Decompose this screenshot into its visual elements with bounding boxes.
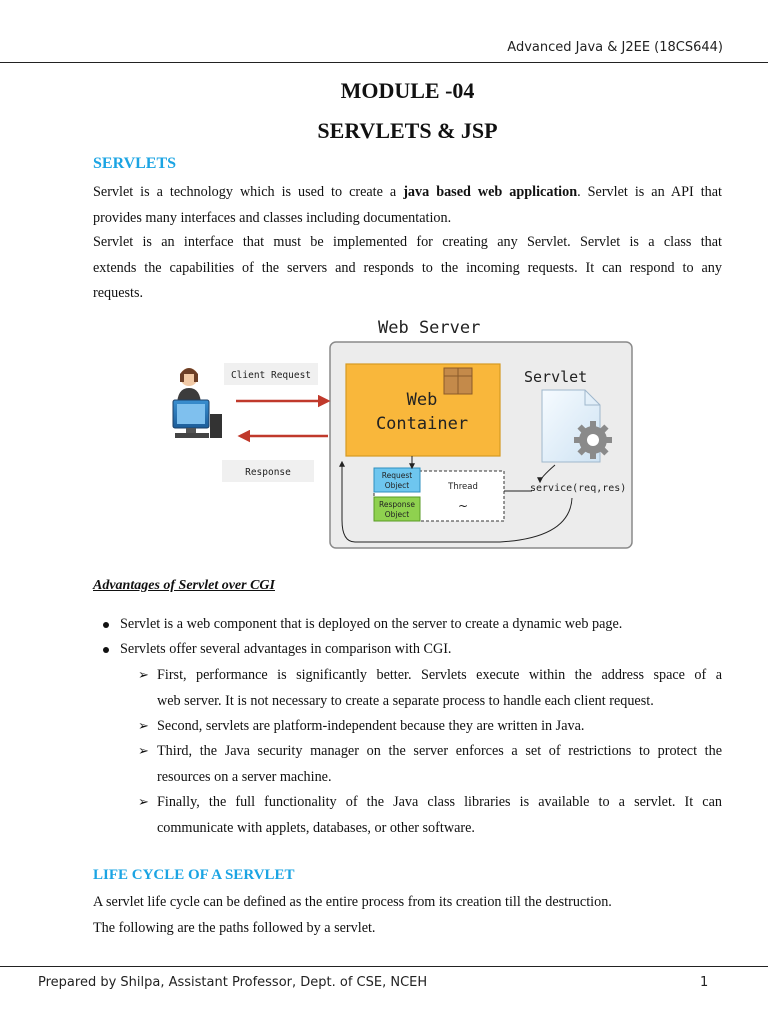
lifecycle-paragraph — [93, 890, 722, 941]
para1-text-pre: Servlet is a technology which is used to create a — [93, 184, 404, 200]
advantages-heading: Advantages of Servlet over CGI — [93, 578, 275, 593]
client-computer-icon — [173, 400, 222, 438]
lifecycle-line2: The following are the paths followed by a servlet. — [93, 919, 376, 936]
footer-author: Prepared by Shilpa, Assistant Professor, Dept. of CSE, NCEH — [38, 975, 428, 990]
subitem-4-line1: Finally, the full functionality of the Java class libraries is available to a servlet. It can — [157, 794, 722, 810]
advantage-bullet-2-text: Servlets offer several advantages in comparison with CGI. — [120, 641, 452, 657]
web-container-box — [346, 364, 500, 456]
web-server-title: Web Server — [378, 318, 481, 338]
request-object-label-1: Request — [381, 471, 413, 480]
subitem-4-line2: communicate with applets, databases, or other software. — [157, 819, 475, 836]
bullet-dot — [103, 622, 109, 628]
subitem-3-line2: resources on a server machine. — [157, 768, 332, 785]
response-label: Response — [245, 467, 291, 478]
module-title: MODULE -04 — [340, 78, 475, 103]
subitem-1-line1: First, performance is significantly better. Servlets execute within the address space of a — [157, 667, 722, 683]
para1-bold-term: java based web application — [403, 184, 578, 200]
web-container-label-1: Web — [406, 390, 438, 410]
page-header — [0, 0, 768, 63]
thread-symbol: ~ — [457, 499, 469, 513]
page-number: 1 — [700, 975, 709, 990]
arrow-bullet-icon: ➢ — [138, 719, 149, 734]
servlets-paragraph-1 — [93, 180, 722, 231]
advantage-bullet-1-text: Servlet is a web component that is deployed on the server to create a dynamic web page. — [120, 616, 623, 632]
advantage-subitem-1 — [138, 663, 722, 714]
subitem-3-line1: Third, the Java security manager on the server enforces a set of restrictions to protect the — [157, 743, 722, 759]
lifecycle-heading: LIFE CYCLE OF A SERVLET — [93, 867, 295, 883]
thread-label: Thread — [448, 482, 478, 492]
advantage-bullet-2 — [120, 637, 722, 663]
subitem-1-line2: web server. It is not necessary to create a separate process to handle each client request. — [157, 692, 654, 709]
subitem-2-line1: Second, servlets are platform-independent because they are written in Java. — [157, 718, 585, 734]
arrow-bullet-icon: ➢ — [138, 744, 149, 759]
para2-line3: requests. — [93, 285, 144, 301]
page-footer — [0, 966, 768, 1025]
request-object-label-2: Object — [384, 481, 410, 490]
para2-line2: extends the capabilities of the servers and responds to the incoming requests. It can respond to any — [93, 259, 722, 276]
response-object-label-1: Response — [378, 500, 416, 509]
advantage-subitem-3 — [138, 739, 722, 790]
subject-title: SERVLETS & JSP — [317, 118, 498, 143]
response-object-label-2: Object — [384, 510, 410, 519]
servlets-heading: SERVLETS — [93, 155, 177, 172]
package-icon — [444, 368, 472, 394]
bullet-dot — [103, 647, 109, 653]
servlet-label: Servlet — [524, 368, 588, 386]
advantage-subitem-4 — [138, 790, 722, 841]
client-request-label: Client Request — [230, 370, 312, 381]
advantage-bullet-1 — [120, 612, 722, 638]
servlets-paragraph-2 — [93, 230, 722, 307]
para1-text-post: . Servlet is an API that — [577, 184, 722, 200]
web-server-diagram — [160, 310, 640, 558]
para1-line2: provides many interfaces and classes including documentation. — [93, 209, 452, 226]
diagram-svg — [160, 310, 640, 558]
service-call-label: service(req,res) — [530, 483, 627, 494]
arrow-bullet-icon: ➢ — [138, 668, 149, 683]
header-course-title: Advanced Java & J2EE (18CS644) — [507, 40, 723, 55]
advantage-subitem-2 — [138, 714, 722, 740]
para1-line1 — [93, 180, 722, 206]
web-container-label-2: Container — [375, 414, 469, 434]
arrow-bullet-icon: ➢ — [138, 795, 149, 810]
para2-line1: Servlet is an interface that must be implemented for creating any Servlet. Servlet is a class that — [93, 234, 722, 250]
gear-icon — [574, 421, 612, 459]
lifecycle-line1: A servlet life cycle can be defined as the entire process from its creation till the destruction. — [93, 894, 612, 910]
